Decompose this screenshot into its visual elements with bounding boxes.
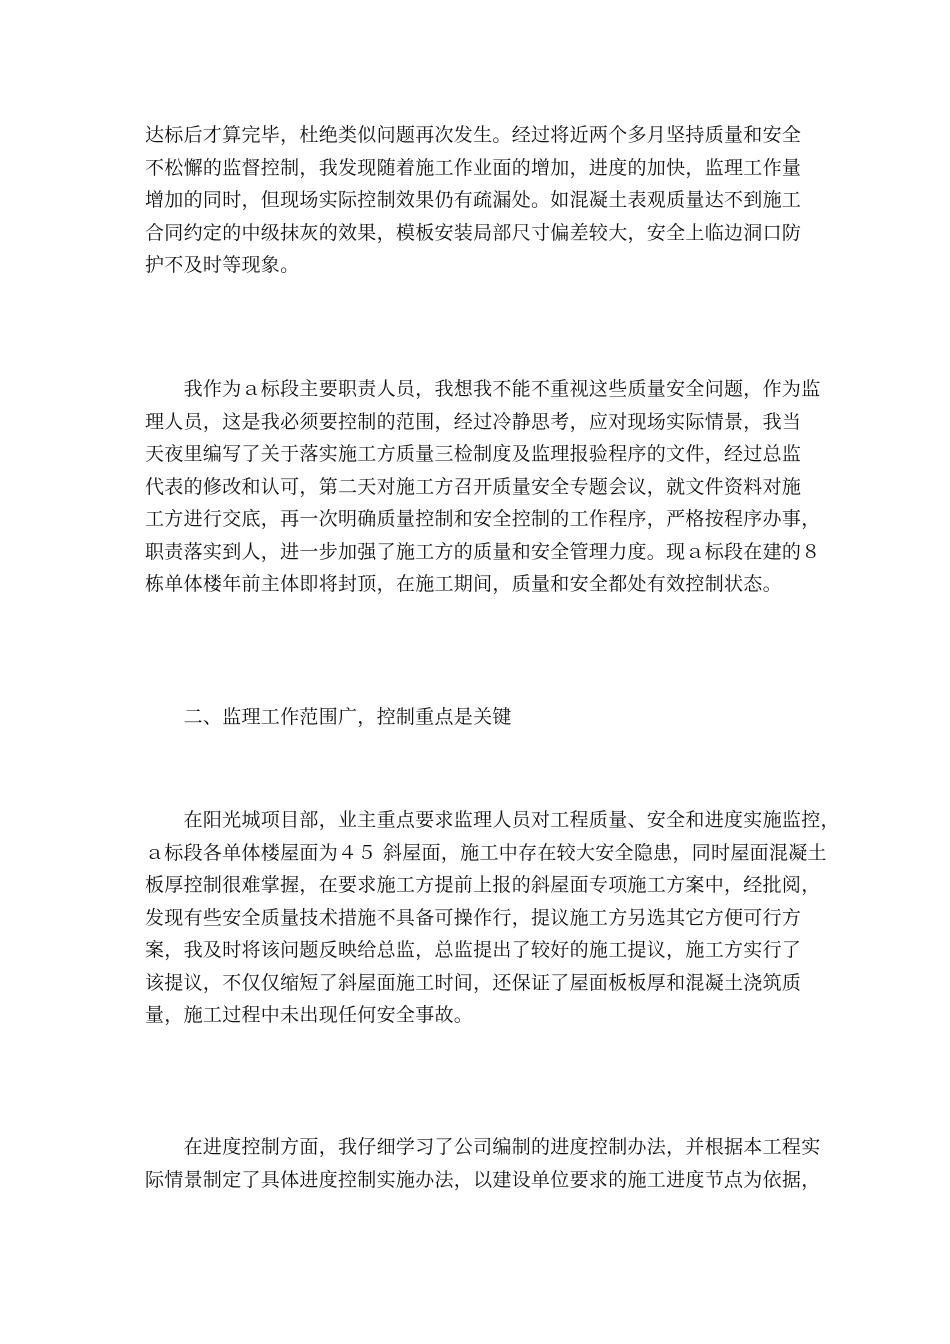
text-line: 职责落实到人，进一步加强了施工方的质量和安全管理力度。现ａ标段在建的８ (145, 540, 821, 563)
text-line: 理人员，这是我必须要控制的范围，经过冷静思考，应对现场实际情景，我当 (145, 410, 802, 433)
text-line: 际情景制定了具体进度控制实施办法，以建设单位要求的施工进度节点为依据， (145, 1168, 821, 1191)
text-line: 板厚控制很难掌握，在要求施工方提前上报的斜屋面专项施工方案中，经批阅， (145, 874, 821, 896)
text-line: 天夜里编写了关于落实施工方质量三检制度及监理报验程序的文件，经过总监 (145, 443, 802, 465)
text-line: 栋单体楼年前主体即将封顶，在施工期间，质量和安全都处有效控制状态。 (145, 573, 782, 595)
text-line: 我作为ａ标段主要职责人员，我想我不能不重视这些质量安全问题，作为监 (145, 378, 821, 400)
text-line: 发现有些安全质量技术措施不具备可操作行，提议施工方另选其它方便可行方 (145, 906, 802, 929)
text-line: 合同约定的中级抹灰的效果，模板安装局部尺寸偏差较大，安全上临边洞口防 (145, 221, 802, 244)
text-line: 案，我及时将该问题反映给总监，总监提出了较好的施工提议，施工方实行了 (145, 939, 802, 961)
text-line: ａ标段各单体楼屋面为４５ 斜屋面，施工中存在较大安全隐患，同时屋面混凝土 (145, 841, 827, 864)
text-line: 达标后才算完毕，杜绝类似问题再次发生。经过将近两个多月坚持质量和安全 (145, 124, 802, 146)
text-line: 代表的修改和认可，第二天对施工方召开质量安全专题会议，就文件资料对施 (145, 475, 802, 498)
text-line: 增加的同时，但现场实际控制效果仍有疏漏处。如混凝土表观质量达不到施工 (145, 189, 802, 211)
section-heading (145, 701, 810, 734)
text-line: 护不及时等现象。 (145, 254, 300, 276)
heading-line: 二、监理工作范围广，控制重点是关键 (145, 706, 512, 728)
paragraph-quality-safety-review (145, 119, 810, 282)
paragraph-sloped-roof (145, 804, 840, 1032)
text-line: 工方进行交底，再一次明确质量控制和安全控制的工作程序，严格按程序办事， (145, 508, 821, 530)
text-line: 量，施工过程中未出现任何安全事故。 (145, 1004, 474, 1026)
text-line: 不松懈的监督控制，我发现随着施工作业面的增加，进度的加快，监理工作量 (145, 156, 802, 179)
paragraph-schedule-control (145, 1131, 821, 1196)
text-line: 在进度控制方面，我仔细学习了公司编制的进度控制办法，并根据本工程实 (145, 1136, 821, 1158)
text-line: 在阳光城项目部，业主重点要求监理人员对工程质量、安全和进度实施监控， (145, 809, 840, 831)
text-line: 该提议，不仅仅缩短了斜屋面施工时间，还保证了屋面板板厚和混凝土浇筑质 (145, 971, 802, 994)
paragraph-responsibility (145, 373, 821, 601)
